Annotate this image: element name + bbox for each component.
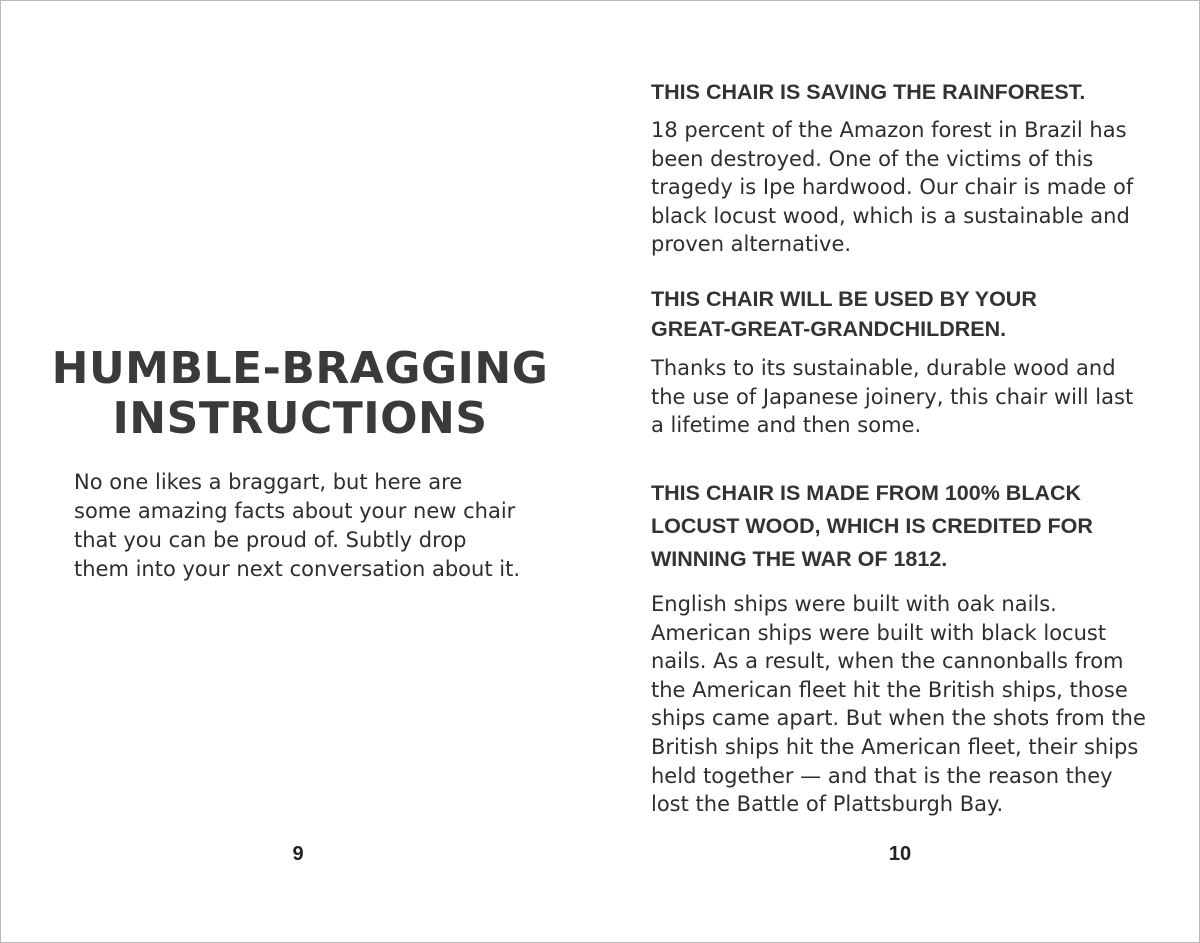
body-line: British ships hit the American fleet, their ships [651,734,1139,759]
body-line: proven alternative. [651,232,852,257]
section-body [651,590,1151,819]
intro-line: some amazing facts about your new chair [74,499,516,523]
body-line: ships came apart. But when the shots from the [651,706,1146,731]
section-heading [651,78,1151,106]
title-line: INSTRUCTIONS [112,393,488,444]
body-line: Thanks to its sustainable, durable wood and [651,356,1116,380]
heading-line: LOCUST WOOD, WHICH IS CREDITED FOR [651,514,1093,538]
intro-line: No one likes a braggart, but here are [74,470,463,494]
intro-line: that you can be proud of. Subtly drop [74,528,467,552]
fact-section-rainforest [651,78,1151,259]
section-body [651,116,1151,259]
body-line: been destroyed. One of the victims of this [651,146,1094,171]
heading-line: WINNING THE WAR OF 1812. [651,547,948,571]
body-line: tragedy is Ipe hardwood. Our chair is made of [651,175,1134,200]
page-number: 10 [888,843,912,865]
heading-line: THIS CHAIR IS MADE FROM 100% BLACK [651,481,1082,505]
section-heading [651,477,1151,576]
body-line: nails. As a result, when the cannonballs from [651,649,1124,674]
intro-paragraph [74,468,544,584]
heading-line: THIS CHAIR WILL BE USED BY YOUR [651,287,1037,311]
intro-line: them into your next conversation about it. [74,557,520,581]
fact-section-war-of-1812 [651,477,1151,819]
section-body [651,354,1151,440]
body-line: 18 percent of the Amazon forest in Brazil has [651,118,1127,142]
body-line: the use of Japanese joinery, this chair will last [651,384,1134,409]
title-line: HUMBLE-BRAGGING [51,343,549,394]
fact-section-grandchildren [651,284,1151,440]
body-line: American ships were built with black locust [651,620,1107,645]
body-line: English ships were built with oak nails. [651,592,1057,616]
section-heading [651,284,1151,344]
body-line: black locust wood, which is a sustainable and [651,203,1130,228]
body-line: held together — and that is the reason they [651,763,1113,788]
heading-line: GREAT-GREAT-GRANDCHILDREN. [651,317,1007,341]
body-line: the American fleet hit the British ships, those [651,677,1128,702]
right-page [600,0,1200,943]
page-number: 9 [292,843,304,865]
page-title [40,344,560,444]
heading-line: THIS CHAIR IS SAVING THE RAINFOREST. [651,80,1086,104]
body-line: a lifetime and then some. [651,413,922,438]
body-line: lost the Battle of Plattsburgh Bay. [651,792,1004,817]
